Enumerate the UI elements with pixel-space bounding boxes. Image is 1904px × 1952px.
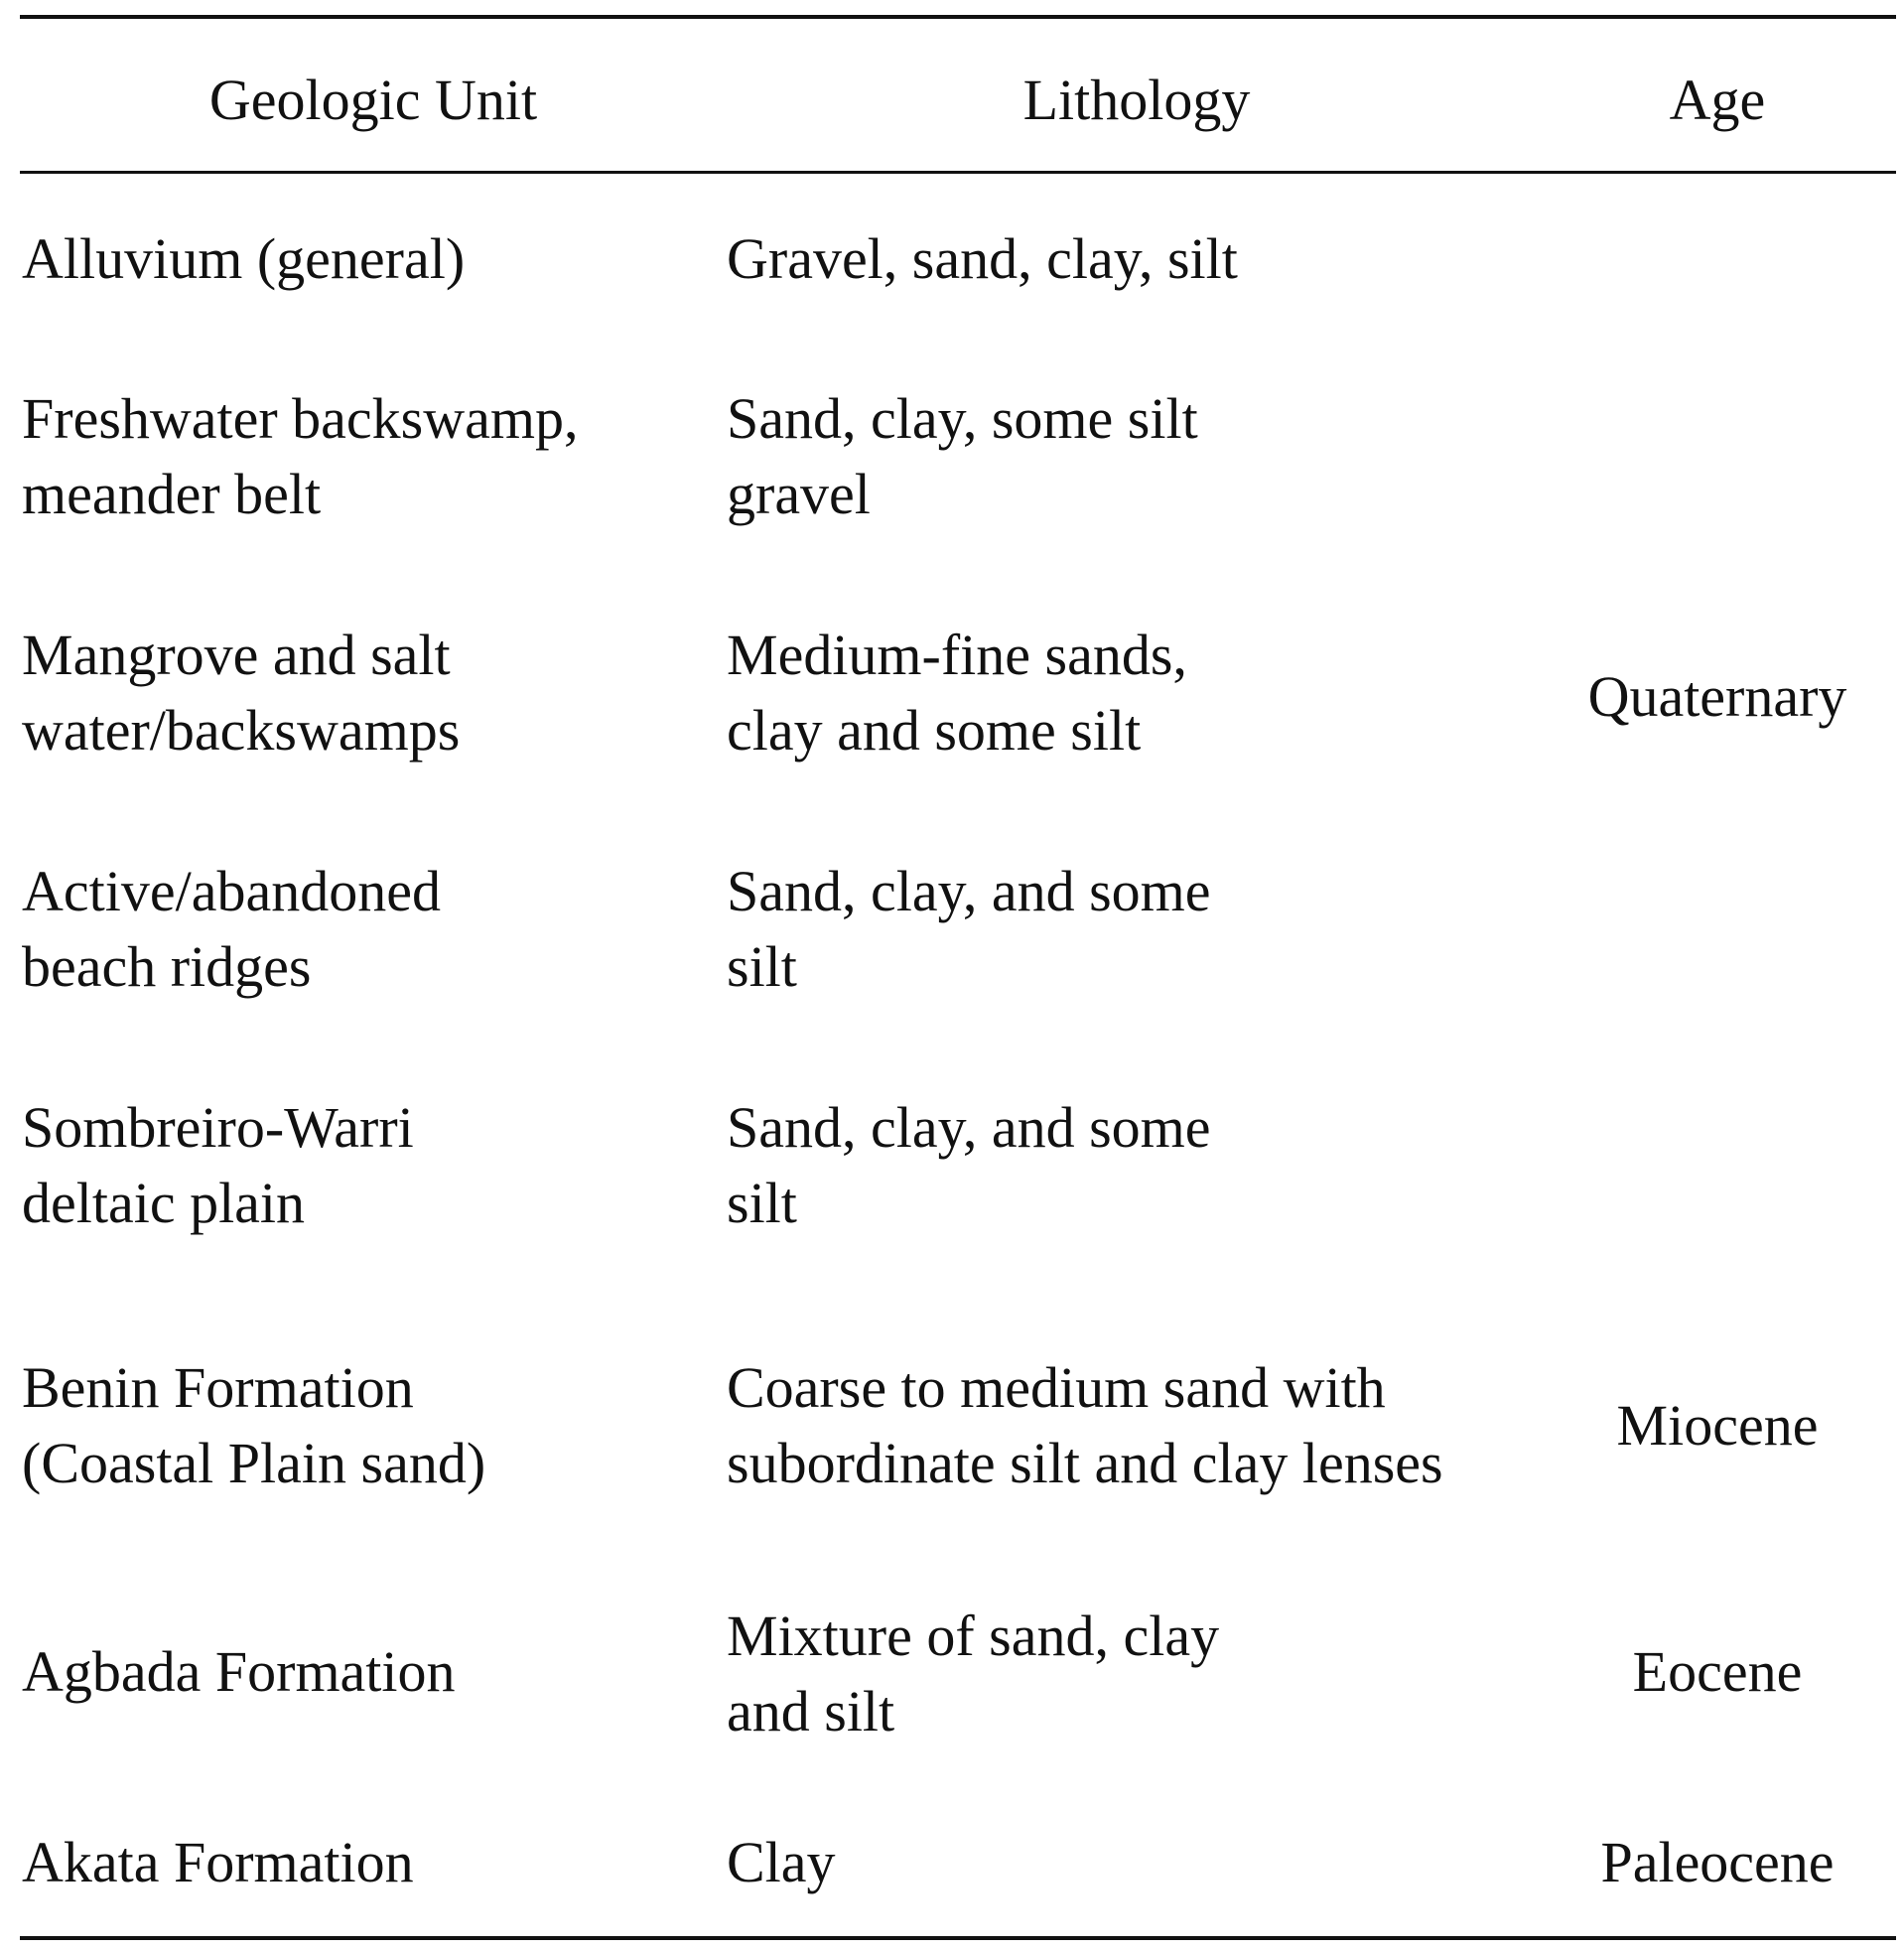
age-cell-miocene: Miocene — [1616, 1393, 1819, 1458]
header-rule — [20, 171, 1896, 174]
unit-cell: Mangrove and salt water/backswamps — [22, 623, 461, 763]
column-header-lithology: Lithology — [1022, 68, 1251, 132]
lithology-cell: Sand, clay, some silt gravel — [727, 386, 1198, 526]
lithology-cell: Sand, clay, and some silt — [727, 1095, 1211, 1235]
column-header-age: Age — [1669, 68, 1766, 132]
unit-cell: Benin Formation (Coastal Plain sand) — [22, 1355, 486, 1495]
table-bottom-rule — [20, 1936, 1896, 1940]
unit-cell: Active/abandoned beach ridges — [22, 859, 441, 999]
table-top-rule — [20, 15, 1896, 19]
unit-cell: Akata Formation — [22, 1830, 414, 1894]
age-cell-quaternary: Quaternary — [1587, 664, 1847, 729]
lithology-cell: Gravel, sand, clay, silt — [727, 226, 1238, 291]
lithology-cell: Mixture of sand, clay and silt — [727, 1603, 1220, 1743]
column-header-geologic-unit: Geologic Unit — [208, 68, 538, 132]
lithology-cell: Medium-fine sands, clay and some silt — [727, 623, 1187, 763]
unit-cell: Agbada Formation — [22, 1639, 456, 1704]
unit-cell: Sombreiro-Warri deltaic plain — [22, 1095, 414, 1235]
lithology-cell: Coarse to medium sand with subordinate silt and clay lenses — [727, 1355, 1443, 1495]
unit-cell: Alluvium (general) — [22, 226, 466, 291]
lithology-cell: Sand, clay, and some silt — [727, 859, 1211, 999]
lithology-cell: Clay — [727, 1830, 836, 1894]
age-cell-paleocene: Paleocene — [1600, 1830, 1835, 1894]
unit-cell: Freshwater backswamp, meander belt — [22, 386, 579, 526]
age-cell-eocene: Eocene — [1632, 1639, 1803, 1704]
